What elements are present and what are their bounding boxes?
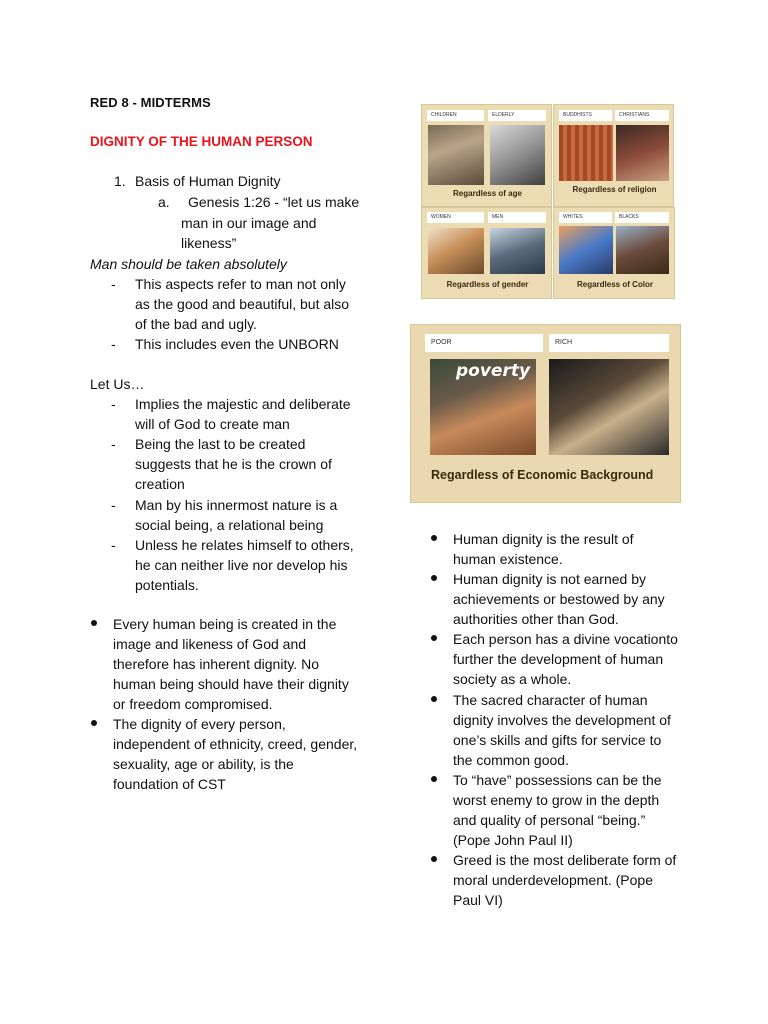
economic-caption: Regardless of Economic Background	[431, 468, 654, 482]
bullet-line: independent of ethnicity, creed, gender,	[113, 736, 358, 752]
card-label: BUDDHISTS	[559, 110, 612, 121]
bullet-line: Each person has a divine vocationto	[453, 631, 678, 647]
bullet-dot	[431, 696, 437, 702]
bullet-line: (Pope John Paul II)	[453, 832, 573, 848]
dash-marker: -	[111, 396, 116, 412]
bullet-line: foundation of CST	[113, 776, 226, 792]
card-label: MEN	[488, 212, 546, 223]
poverty-text: poverty	[456, 361, 531, 381]
bullet-line: dignity involves the development of	[453, 712, 671, 728]
bullet-line: image and likeness of God and	[113, 636, 307, 652]
dash-line: suggests that he is the crown of	[135, 456, 332, 472]
card-label: WHITES	[559, 212, 612, 223]
bullet-dot	[91, 720, 97, 726]
dash-marker: -	[111, 497, 116, 513]
italic-heading: Man should be taken absolutely	[90, 256, 287, 272]
card-color	[553, 207, 675, 299]
photo-men	[490, 228, 545, 274]
card-label: CHRISTIANS	[615, 110, 669, 121]
bullet-line: society as a whole.	[453, 671, 572, 687]
photo-buddhists	[559, 125, 613, 181]
dash-line: will of God to create man	[135, 416, 290, 432]
bullet-line: Greed is the most deliberate form of	[453, 852, 677, 868]
dash-line: This aspects refer to man not only	[135, 276, 346, 292]
list-number: 1.	[114, 173, 126, 189]
bullet-line: one’s skills and gifts for service to	[453, 732, 662, 748]
bullet-dot	[431, 776, 437, 782]
bullet-line: further the development of human	[453, 651, 664, 667]
economic-label: RICH	[549, 334, 669, 352]
bullet-dot	[431, 575, 437, 581]
bullet-line: human existence.	[453, 551, 563, 567]
card-gender	[421, 207, 552, 299]
bullet-line: moral underdevelopment. (Pope	[453, 872, 654, 888]
card-label: BLACKS	[615, 212, 669, 223]
dash-line: Implies the majestic and deliberate	[135, 396, 351, 412]
bullet-line: human being should have their dignity	[113, 676, 349, 692]
dash-line: Man by his innermost nature is a	[135, 497, 338, 513]
photo-whites	[559, 226, 613, 274]
card-caption: Regardless of gender	[446, 280, 529, 289]
list-item-basis: Basis of Human Dignity	[135, 173, 281, 189]
photo-elderly	[490, 125, 545, 185]
bullet-dot	[431, 635, 437, 641]
card-caption: Regardless of age	[453, 189, 522, 198]
bullet-line: worst enemy to grow in the depth	[453, 792, 660, 808]
bullet-line: or freedom compromised.	[113, 696, 273, 712]
sub-line: Genesis 1:26 - “let us make	[188, 194, 360, 210]
card-religion	[553, 104, 674, 207]
economic-label: POOR	[425, 334, 543, 352]
bullet-line: and quality of personal “being.”	[453, 812, 646, 828]
bullet-line: Human dignity is the result of	[453, 531, 634, 547]
sub-marker: a.	[158, 194, 170, 210]
photo-rich	[549, 359, 669, 455]
bullet-line: therefore has inherent dignity. No	[113, 656, 319, 672]
dash-line: This includes even the UNBORN	[135, 336, 339, 352]
card-label: WOMEN	[427, 212, 484, 223]
card-caption: Regardless of religion	[572, 185, 657, 194]
dash-line: he can neither live nor develop his	[135, 557, 348, 573]
card-age	[421, 104, 552, 207]
bullet-dot	[91, 620, 97, 626]
photo-poor	[430, 359, 536, 455]
bullet-line: Human dignity is not earned by	[453, 571, 646, 587]
photo-women	[428, 228, 484, 274]
photo-blacks	[616, 226, 669, 274]
bullet-line: The sacred character of human	[453, 692, 648, 708]
dash-line: potentials.	[135, 577, 199, 593]
page-title: RED 8 - MIDTERMS	[90, 95, 211, 110]
bullet-dot	[431, 535, 437, 541]
sub-line: likeness”	[181, 235, 237, 251]
bullet-line: achievements or bestowed by any	[453, 591, 665, 607]
bullet-line: To “have” possessions can be the	[453, 772, 662, 788]
dash-line: Being the last to be created	[135, 436, 306, 452]
card-caption: Regardless of Color	[576, 280, 653, 289]
bullet-line: The dignity of every person,	[113, 716, 286, 732]
bullet-line: authorities other than God.	[453, 611, 619, 627]
dash-marker: -	[111, 276, 116, 292]
bullet-line: sexuality, age or ability, is the	[113, 756, 294, 772]
bullet-line: the common good.	[453, 752, 569, 768]
dash-marker: -	[111, 436, 116, 452]
photo-christians	[616, 125, 669, 181]
photo-children	[428, 125, 484, 185]
card-label: CHILDREN	[427, 110, 484, 121]
dash-marker: -	[111, 336, 116, 352]
dash-line: creation	[135, 476, 185, 492]
sub-line: man in our image and	[181, 215, 317, 231]
card-label: ELDERLY	[488, 110, 546, 121]
dash-line: of the bad and ugly.	[135, 316, 257, 332]
bullet-line: Every human being is created in the	[113, 616, 337, 632]
dash-line: Unless he relates himself to others,	[135, 537, 354, 553]
economic-background-image	[410, 324, 681, 503]
dash-line: as the good and beautiful, but also	[135, 296, 350, 312]
dash-line: social being, a relational being	[135, 517, 324, 533]
dash-marker: -	[111, 537, 116, 553]
section-heading: DIGNITY OF THE HUMAN PERSON	[90, 134, 313, 149]
let-us-heading: Let Us…	[90, 376, 145, 392]
bullet-dot	[431, 856, 437, 862]
bullet-line: Paul VI)	[453, 892, 503, 908]
